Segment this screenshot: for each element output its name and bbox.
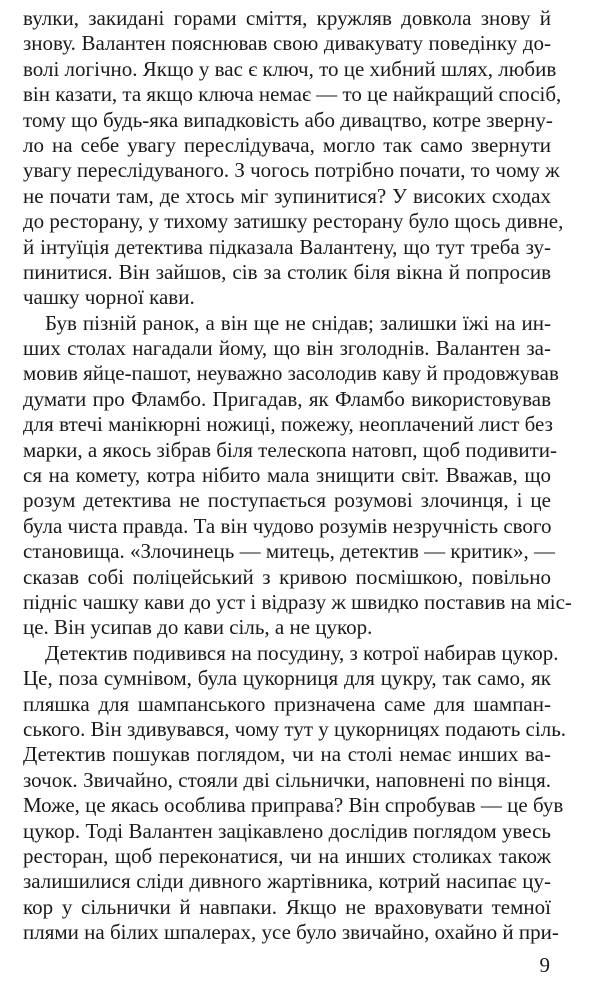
text-line: ресторан, щоб переконатися, чи на инших столиках також xyxy=(23,843,551,868)
text-line: була чиста правда. Та він чудово розумів незручність свого xyxy=(23,513,552,538)
text-line: Це, поза сумнівом, була цукорниця для цукру, так само, як xyxy=(23,666,551,691)
text-line: залишилися сліди дивного жартівника, котрий насипає цу- xyxy=(23,869,551,894)
text-line: не почати там, де хтось міг зупинитися? У високих сходах xyxy=(23,183,551,208)
text-line: тому що будь-яка випадковість або дивацтво, котре зверну- xyxy=(23,107,553,132)
text-line: він казати, та якщо ключа немає — то це найкращий спосіб, xyxy=(23,82,562,107)
text-line: ло на себе увагу переслідувача, могло так само звернути xyxy=(23,132,551,157)
paragraph-first-line: Був пізній ранок, а він ще не снідав; залишки їжі на ин- xyxy=(45,310,551,335)
text-line: для втечі манікюрні ножиці, пожежу, неоплачений лист без xyxy=(23,412,553,437)
text-line: пляшка для шампанського призначена саме для шампан- xyxy=(23,691,551,716)
text-line: марки, а якось зібрав біля телескопа натовп, щоб подивити- xyxy=(23,437,558,462)
text-line: вулки, закидані горами сміття, кружляв довкола знову й xyxy=(23,6,551,30)
text-line: становища. «Злочинець — митець, детектив — критик», — xyxy=(23,539,555,564)
text-line: підніс чашку кави до уст і відразу ж швидко поставив на міс- xyxy=(23,589,572,614)
text-line: ших столах нагадали йому, що він зголоднів. Валантен за- xyxy=(23,336,551,361)
text-line: Детектив пошукав поглядом, чи на столі немає инших ва- xyxy=(23,742,551,767)
text-line: Може, це якась особлива приправа? Він спробував — це був xyxy=(23,793,564,818)
text-line: знову. Валантен пояснював свою дивакувату поведінку до- xyxy=(23,31,551,56)
text-line: чашку чорної кави. xyxy=(23,285,195,310)
text-line: ського. Він здивувався, чому тут у цукорницях подають сіль. xyxy=(23,716,567,741)
text-line: думати про Фламбо. Пригадав, як Фламбо використовував xyxy=(23,386,551,411)
paragraph-first-line: Детектив подивився на посудину, з котрої набирав цукор. xyxy=(45,640,559,665)
text-line: ся на комету, котра нібито мала знищити світ. Вважав, що xyxy=(23,463,551,488)
text-line: це. Він усипав до кави сіль, а не цукор. xyxy=(23,615,373,640)
text-line: пинитися. Він зайшов, сів за столик біля вікна й попросив xyxy=(23,259,551,284)
text-line: сказав собі поліцейський з кривою посмішкою, повільно xyxy=(23,564,551,589)
body-text xyxy=(23,6,572,945)
text-line: волі логічно. Якщо у вас є ключ, то це хибний шлях, любив xyxy=(23,56,557,81)
text-line: плями на білих шпалерах, усе було звичайно, охайно й при- xyxy=(23,920,559,945)
text-line: до ресторану, у тихому затишку ресторану було щось дивне, xyxy=(23,209,564,234)
text-line: цукор. Тоді Валантен зацікавлено дослідив поглядом увесь xyxy=(23,818,551,843)
text-line: мовив яйце-пашот, неуважно засолодив каву й продовжував xyxy=(23,361,559,386)
text-line: й інтуїція детектива підказала Валантену, що тут треба зу- xyxy=(23,234,551,259)
text-line: розум детектива не поступається розумові злочинця, і це xyxy=(23,488,551,513)
text-line: кор у сільнички й навпаки. Якщо не враховувати темної xyxy=(23,894,551,919)
text-line: увагу переслідуваного. З чогось потрібно почати, то чому ж xyxy=(23,158,560,183)
text-line: зочок. Звичайно, стояли дві сільнички, наповнені по вінця. xyxy=(23,767,551,792)
page-number: 9 xyxy=(539,953,550,977)
